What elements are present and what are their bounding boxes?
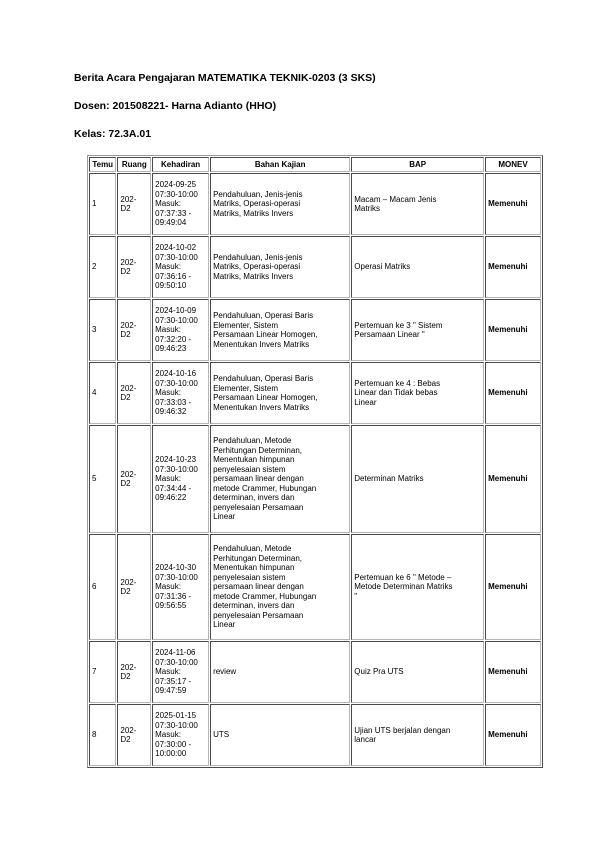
header-kehadiran: Kehadiran	[152, 157, 209, 172]
cell-bap	[351, 704, 484, 766]
cell-ruang	[117, 534, 151, 640]
cell-bap-line: Quiz Pra UTS	[354, 667, 404, 677]
cell-bahan-kajian-line: determinan, invers dan	[213, 493, 295, 503]
cell-bap-line: lancar	[354, 735, 377, 744]
cell-kehadiran-line: 07:30-10:00	[155, 657, 198, 667]
cell-bahan-kajian-line: Pendahuluan, Operasi Baris	[213, 311, 314, 320]
cell-bahan-kajian-line: metode Crammer, Hubungan	[213, 591, 317, 601]
cell-kehadiran-line: 2024-10-23	[155, 455, 197, 465]
cell-kehadiran-line: 2024-09-25	[155, 180, 197, 190]
cell-kehadiran	[152, 362, 209, 424]
cell-ruang-line: D2	[120, 204, 131, 213]
cell-ruang-line: 202-	[120, 577, 137, 587]
cell-bahan-kajian-line: persamaan linear dengan	[213, 582, 304, 592]
cell-bahan-kajian-line: metode Crammer, Hubungan	[213, 483, 317, 493]
cell-bahan-kajian-line: Pendahuluan, Metode	[213, 436, 292, 446]
cell-monev: Memenuhi	[485, 236, 541, 298]
cell-bahan-kajian-line: penyelesaian Persamaan	[213, 610, 304, 620]
cell-bahan-kajian-line: Linear	[213, 512, 236, 522]
cell-ruang	[117, 173, 151, 235]
cell-ruang-line: 202-	[120, 469, 137, 479]
header-bap: BAP	[351, 157, 484, 172]
cell-kehadiran-line: 09:46:32	[155, 407, 187, 417]
cell-bap-line: Ujian UTS berjalan dengan	[354, 725, 451, 735]
cell-kehadiran-line: 2024-11-06	[155, 648, 196, 658]
cell-bap-line: Macam – Macam Jenis	[354, 194, 437, 204]
cell-ruang	[117, 362, 151, 424]
cell-kehadiran-line: 07:35:17 -	[155, 676, 192, 686]
cell-kehadiran-line: 07:30-10:00	[155, 189, 198, 199]
cell-bahan-kajian-line: determinan, invers dan	[213, 601, 295, 611]
cell-bahan-kajian	[210, 299, 350, 361]
cell-kehadiran-line: 09:47:59	[155, 686, 187, 696]
cell-bahan-kajian-line: Matriks, Operasi-operasi	[213, 199, 301, 209]
header-ruang: Ruang	[117, 157, 151, 172]
header-temu: Temu	[89, 157, 116, 172]
cell-kehadiran-line: 09:50:10	[155, 281, 187, 291]
cell-kehadiran-line: 07:32:20 -	[155, 334, 192, 344]
cell-kehadiran-line: 07:30-10:00	[155, 315, 198, 325]
cell-ruang-line: D2	[120, 587, 131, 596]
cell-bap	[351, 641, 484, 703]
cell-kehadiran-line: 2024-10-30	[155, 563, 197, 573]
cell-ruang-line: 202-	[120, 257, 137, 267]
cell-ruang-line: 202-	[120, 194, 137, 204]
table-row	[89, 534, 541, 640]
cell-ruang	[117, 299, 151, 361]
cell-temu: 1	[89, 173, 116, 235]
cell-kehadiran-line: Masuk:	[155, 199, 181, 209]
cell-kehadiran-line: 07:30-10:00	[155, 464, 198, 474]
cell-bap-line: Metode Determinan Matriks	[354, 582, 453, 592]
cell-bahan-kajian-line: Matriks, Matriks Invers	[213, 271, 294, 281]
attendance-table-frame	[87, 155, 543, 768]
cell-kehadiran-line: 09:49:04	[155, 218, 187, 228]
cell-bap-line: Pertemuan ke 6 " Metode –	[354, 572, 452, 582]
cell-monev: Memenuhi	[485, 641, 541, 703]
cell-bahan-kajian	[210, 641, 350, 703]
cell-bahan-kajian	[210, 534, 350, 640]
cell-ruang-line: 202-	[120, 383, 137, 393]
cell-ruang	[117, 704, 151, 766]
cell-kehadiran	[152, 641, 209, 703]
cell-temu: 2	[89, 236, 116, 298]
cell-kehadiran-line: 10:00:00	[155, 749, 187, 759]
cell-kehadiran-line: 07:36:16 -	[155, 271, 192, 281]
cell-bap-line: Pertemuan ke 4 : Bebas	[354, 378, 441, 388]
cell-kehadiran-line: 07:30-10:00	[155, 720, 198, 730]
cell-ruang	[117, 425, 151, 533]
cell-kehadiran	[152, 173, 209, 235]
cell-monev: Memenuhi	[485, 299, 541, 361]
cell-kehadiran-line: 09:46:22	[155, 493, 187, 503]
table-row	[89, 299, 541, 361]
cell-bahan-kajian-line: Pendahuluan, Jenis-jenis	[213, 189, 303, 199]
cell-bahan-kajian	[210, 704, 350, 766]
cell-bahan-kajian	[210, 173, 350, 235]
cell-kehadiran-line: 07:30-10:00	[155, 378, 198, 388]
cell-bap-line: Matriks	[354, 204, 381, 213]
cell-ruang-line: 202-	[120, 662, 137, 672]
header-bahan-kajian: Bahan Kajian	[210, 157, 350, 172]
cell-bahan-kajian-line: Menentukan Invers Matriks	[213, 402, 310, 412]
cell-kehadiran-line: Masuk:	[155, 667, 181, 677]
report-title: Berita Acara Pengajaran MATEMATIKA TEKNIK-0203 (3 SKS)	[74, 72, 376, 84]
cell-bahan-kajian-line: Perhitungan Determinan,	[213, 445, 303, 455]
cell-ruang	[117, 641, 151, 703]
header-monev: MONEV	[485, 157, 541, 172]
cell-bahan-kajian	[210, 236, 350, 298]
cell-monev: Memenuhi	[485, 362, 541, 424]
cell-ruang-line: D2	[120, 267, 131, 276]
cell-bahan-kajian-line: Menentukan Invers Matriks	[213, 339, 310, 349]
lecturer-line: Dosen: 201508221- Harna Adianto (HHO)	[74, 100, 277, 112]
cell-bahan-kajian-line: review	[213, 667, 237, 677]
table-row	[89, 236, 541, 298]
table-row	[89, 425, 541, 533]
cell-bahan-kajian-line: Matriks, Matriks Invers	[213, 208, 294, 218]
cell-bahan-kajian-line: Elementer, Sistem	[213, 320, 278, 330]
cell-bap-line: Linear dan Tidak bebas	[354, 388, 438, 398]
cell-ruang-line: D2	[120, 393, 131, 402]
cell-kehadiran-line: 2024-10-02	[155, 243, 197, 253]
cell-kehadiran	[152, 425, 209, 533]
cell-ruang-line: D2	[120, 735, 131, 744]
cell-bahan-kajian-line: Linear	[213, 620, 236, 630]
cell-kehadiran-line: Masuk:	[155, 582, 181, 592]
cell-bap	[351, 534, 484, 640]
cell-kehadiran-line: 07:30-10:00	[155, 572, 198, 582]
cell-kehadiran	[152, 534, 209, 640]
cell-kehadiran-line: 07:30:00 -	[155, 739, 192, 749]
cell-bap-line: Determinan Matriks	[354, 474, 424, 484]
cell-bap	[351, 236, 484, 298]
cell-kehadiran-line: 2024-10-09	[155, 306, 197, 316]
cell-bap-line: Linear	[354, 397, 377, 407]
cell-ruang-line: D2	[120, 330, 131, 339]
cell-kehadiran-line: Masuk:	[155, 388, 181, 398]
cell-bahan-kajian-line: Persamaan Linear Homogen,	[213, 393, 318, 402]
cell-bap	[351, 362, 484, 424]
cell-kehadiran-line: Masuk:	[155, 262, 181, 272]
cell-bap-line: Operasi Matriks	[354, 262, 411, 272]
cell-bahan-kajian-line: UTS	[213, 730, 230, 740]
cell-ruang-line: 202-	[120, 320, 137, 330]
table-row	[89, 362, 541, 424]
cell-bap	[351, 173, 484, 235]
cell-bahan-kajian	[210, 362, 350, 424]
cell-monev: Memenuhi	[485, 425, 541, 533]
cell-bahan-kajian-line: Perhitungan Determinan,	[213, 553, 303, 563]
table-row	[89, 704, 541, 766]
cell-bahan-kajian-line: penyelesaian sistem	[213, 464, 286, 474]
class-line: Kelas: 72.3A.01	[74, 128, 152, 140]
cell-kehadiran-line: Masuk:	[155, 474, 181, 484]
cell-kehadiran-line: 2024-10-16	[155, 369, 197, 379]
cell-monev: Memenuhi	[485, 173, 541, 235]
cell-ruang	[117, 236, 151, 298]
cell-monev: Memenuhi	[485, 704, 541, 766]
cell-kehadiran-line: 07:31:36 -	[155, 591, 192, 601]
cell-temu: 7	[89, 641, 116, 703]
cell-bahan-kajian-line: penyelesaian sistem	[213, 572, 286, 582]
cell-kehadiran	[152, 704, 209, 766]
cell-kehadiran-line: 09:46:23	[155, 344, 187, 354]
cell-kehadiran-line: 07:34:44 -	[155, 483, 192, 493]
cell-bahan-kajian-line: Pendahuluan, Metode	[213, 544, 292, 554]
cell-kehadiran-line: 2025-01-15	[155, 711, 197, 721]
table-row	[89, 641, 541, 703]
cell-bahan-kajian-line: Pendahuluan, Operasi Baris	[213, 374, 314, 383]
cell-bap-line: Pertemuan ke 3 " Sistem	[354, 320, 443, 330]
cell-kehadiran-line: Masuk:	[155, 325, 181, 335]
cell-bahan-kajian-line: Pendahuluan, Jenis-jenis	[213, 252, 303, 262]
cell-bahan-kajian-line: Elementer, Sistem	[213, 383, 278, 393]
cell-bap-line: Persamaan Linear "	[354, 330, 425, 339]
cell-bahan-kajian-line: Persamaan Linear Homogen,	[213, 330, 318, 339]
table-row	[89, 173, 541, 235]
cell-kehadiran-line: 07:37:33 -	[155, 208, 192, 218]
cell-bahan-kajian-line: Menentukan himpunan	[213, 455, 295, 465]
cell-ruang-line: D2	[120, 672, 131, 681]
attendance-table	[88, 156, 542, 767]
table-body	[89, 173, 541, 766]
cell-bahan-kajian-line: Menentukan himpunan	[213, 563, 295, 573]
cell-bahan-kajian-line: persamaan linear dengan	[213, 474, 304, 484]
cell-temu: 3	[89, 299, 116, 361]
cell-kehadiran-line: Masuk:	[155, 730, 181, 740]
cell-temu: 8	[89, 704, 116, 766]
cell-bap	[351, 425, 484, 533]
cell-kehadiran-line: 09:56:55	[155, 601, 187, 611]
cell-bahan-kajian-line: penyelesaian Persamaan	[213, 502, 304, 512]
cell-monev: Memenuhi	[485, 534, 541, 640]
cell-kehadiran-line: 07:33:03 -	[155, 397, 192, 407]
cell-kehadiran	[152, 299, 209, 361]
cell-ruang-line: D2	[120, 479, 131, 488]
cell-bahan-kajian	[210, 425, 350, 533]
cell-kehadiran-line: 07:30-10:00	[155, 252, 198, 262]
cell-temu: 5	[89, 425, 116, 533]
cell-temu: 4	[89, 362, 116, 424]
table-header-row	[89, 157, 541, 172]
cell-bahan-kajian-line: Matriks, Operasi-operasi	[213, 262, 301, 272]
cell-temu: 6	[89, 534, 116, 640]
cell-ruang-line: 202-	[120, 725, 137, 735]
cell-bap	[351, 299, 484, 361]
cell-kehadiran	[152, 236, 209, 298]
cell-bap-line: "	[354, 591, 358, 601]
